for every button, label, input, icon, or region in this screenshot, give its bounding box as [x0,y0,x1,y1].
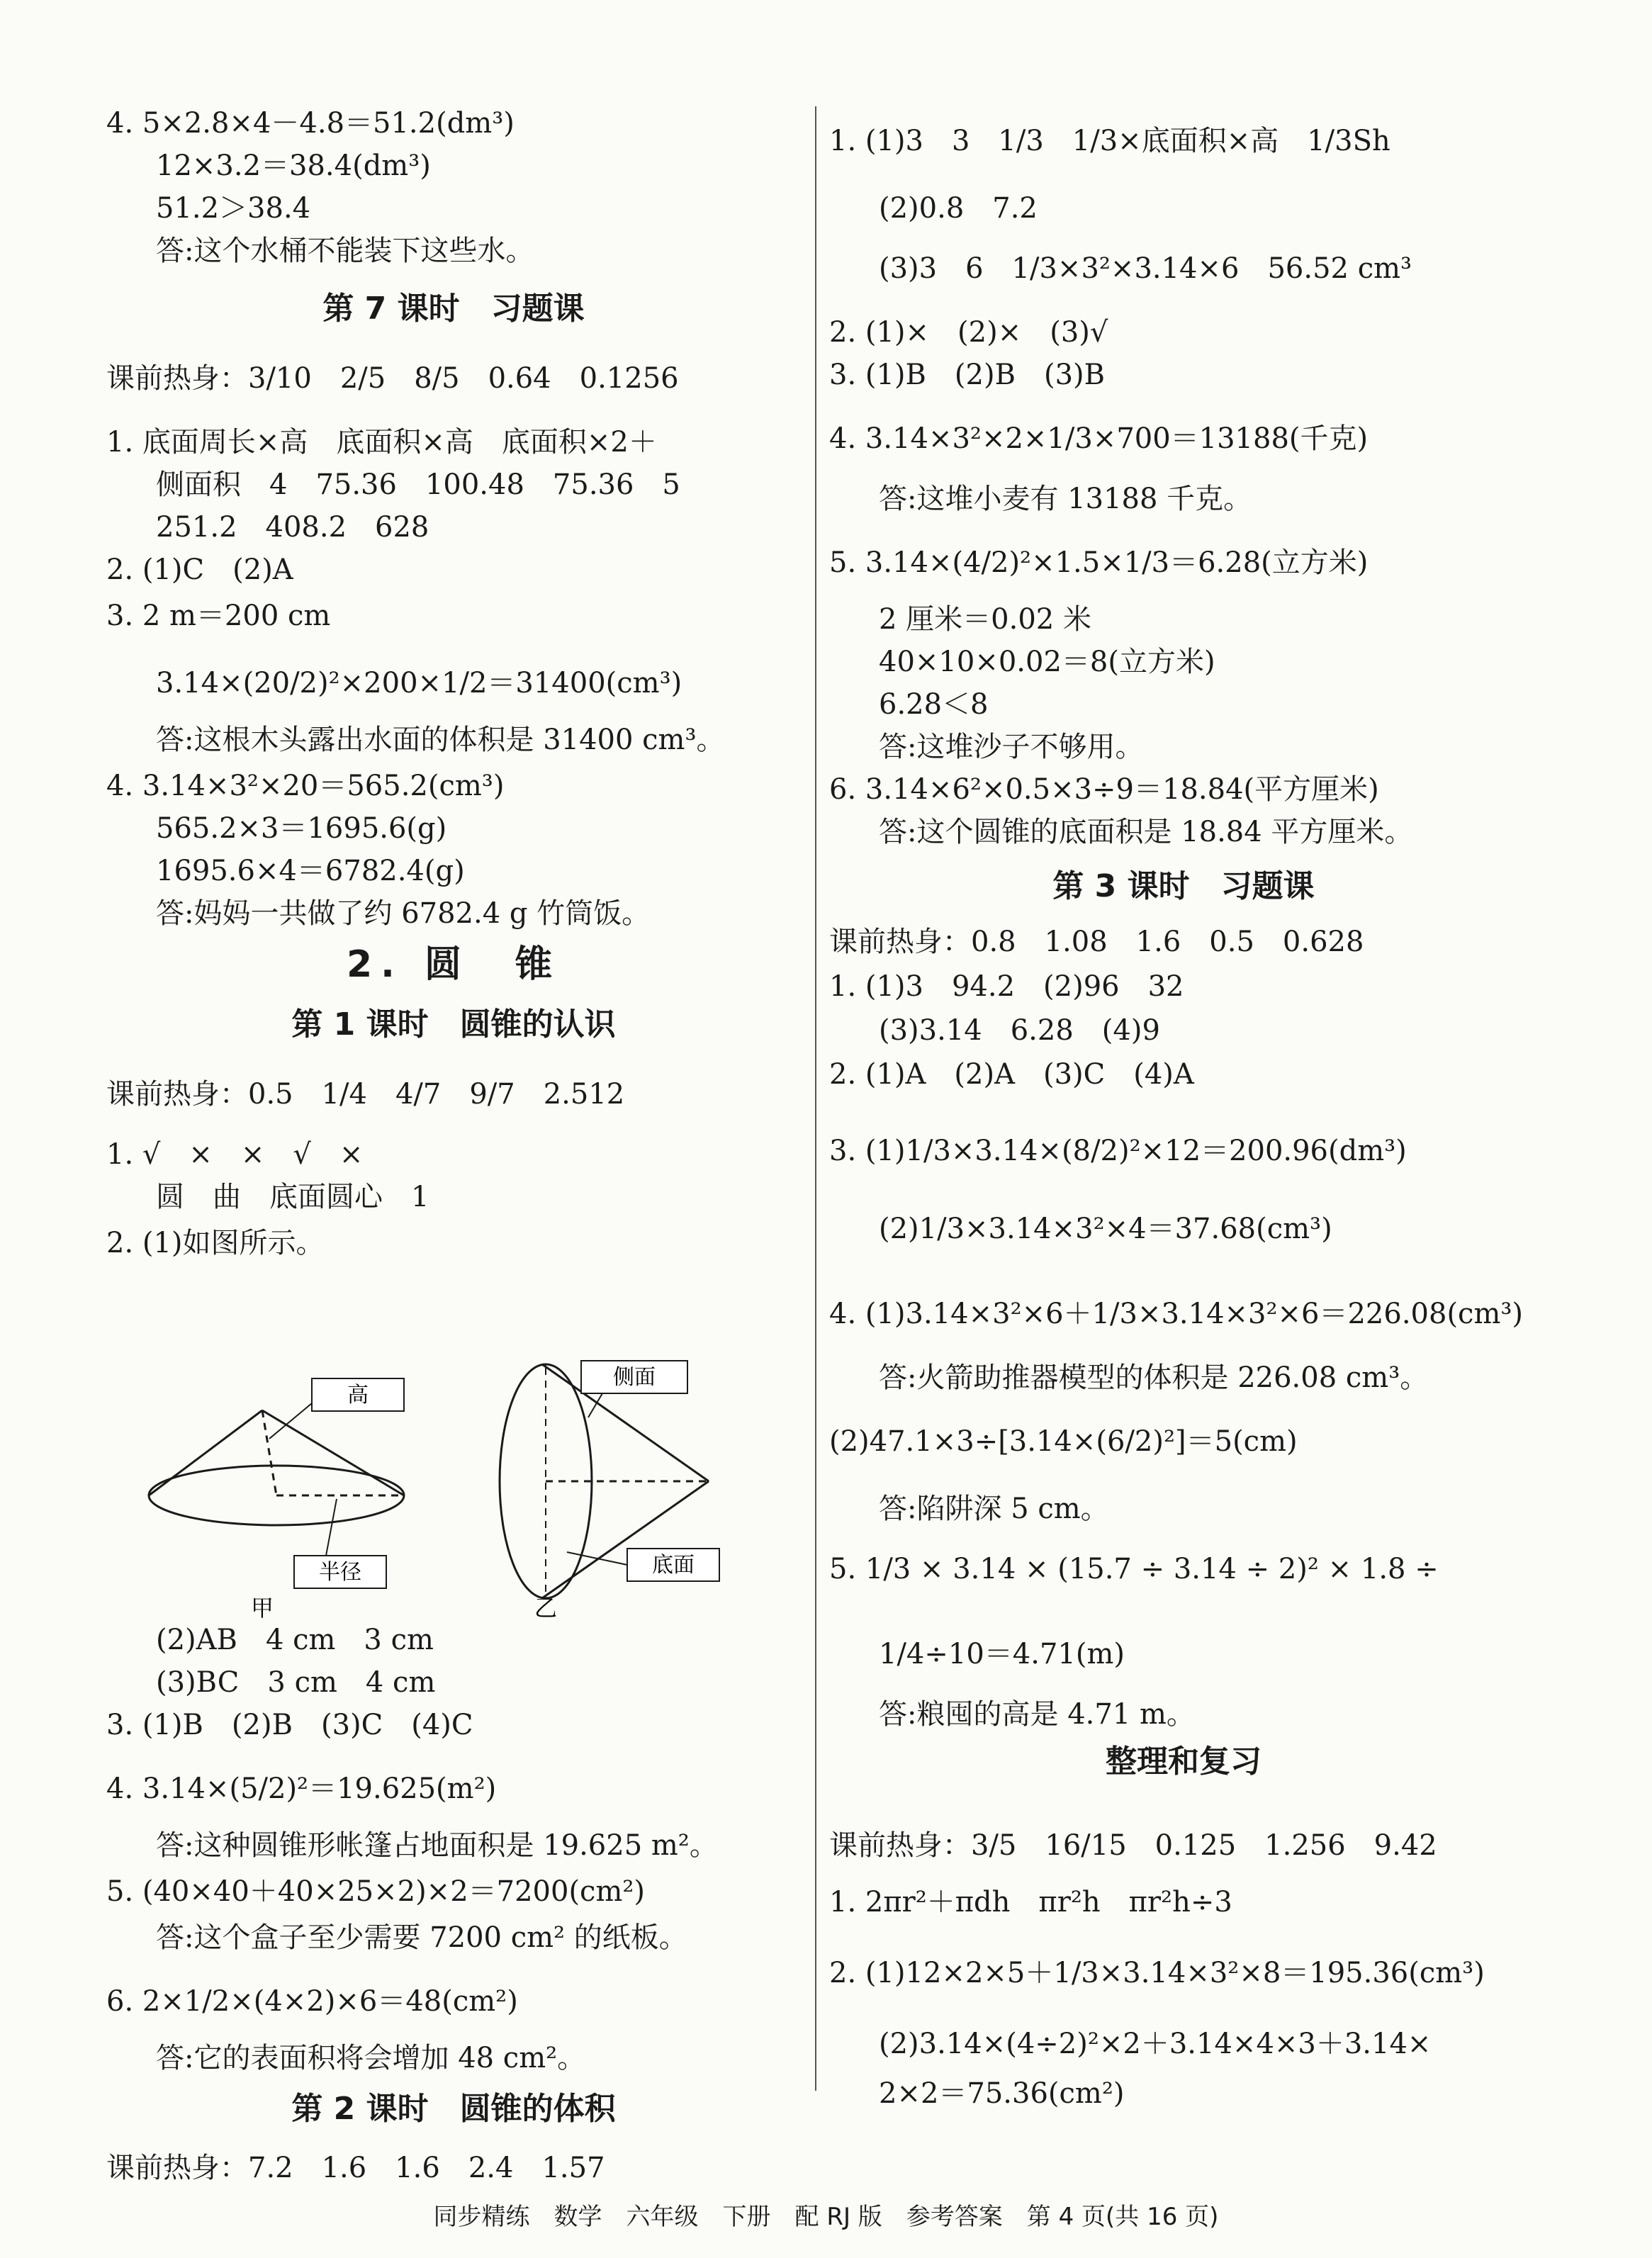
answer-line: 答:妈妈一共做了约 6782.4 g 竹筒饭。 [156,897,651,930]
label-jia: 甲 [250,1595,274,1622]
answer-line: 2 厘米＝0.02 米 [879,603,1091,636]
answer-line: 答:这堆沙子不够用。 [879,731,1144,763]
label-banjing: 半径 [319,1560,361,1585]
answer-line: 12×3.2＝38.4(dm³) [156,150,431,182]
answer-line: 51.2＞38.4 [156,192,311,225]
section-title: 第 2 课时 圆锥的体积 [291,2091,616,2127]
answer-line: 课前热身：3/5 16/15 0.125 1.256 9.42 [829,1829,1437,1862]
answer-line: 6.28＜8 [879,688,989,721]
cone-figure-yi [500,1361,719,1622]
answer-line: 课前热身：3/10 2/5 8/5 0.64 0.1256 [106,362,679,395]
answer-line: 侧面积 4 75.36 100.48 75.36 5 [156,468,680,501]
answer-line: (3)3 6 1/3×3²×3.14×6 56.52 cm³ [879,252,1412,285]
answer-line: 1. 底面周长×高 底面积×高 底面积×2＋ [106,426,657,459]
answer-line: 课前热身：0.5 1/4 4/7 9/7 2.512 [106,1078,625,1111]
answer-line: 3. 2 m＝200 cm [106,600,331,632]
answer-line: 1. 2πr²＋πdh πr²h πr²h÷3 [829,1886,1232,1919]
answer-line: (2)0.8 7.2 [879,192,1038,225]
answer-line: 2. (1)A (2)A (3)C (4)A [829,1058,1194,1091]
answer-line: (2)3.14×(4÷2)²×2＋3.14×4×3＋3.14× [879,2028,1432,2060]
label-dimian: 底面 [652,1553,695,1578]
answer-line: 4. 3.14×3²×20＝565.2(cm³) [106,770,505,802]
answer-line: 答:这堆小麦有 13188 千克。 [879,483,1252,515]
section-title: 第 3 课时 习题课 [1052,868,1315,904]
answer-line: 2. (1)如图所示。 [106,1227,325,1259]
answer-line: 4. 5×2.8×4－4.8＝51.2(dm³) [106,107,515,140]
answer-line: 3. (1)B (2)B (3)B [829,359,1106,391]
answer-line: 答:陷阱深 5 cm。 [879,1493,1109,1525]
answer-line: (3)BC 3 cm 4 cm [156,1666,436,1699]
answer-line: 答:粮囤的高是 4.71 m。 [879,1698,1195,1731]
answer-line: 1. √ × × √ × [106,1138,364,1171]
answer-line: (3)3.14 6.28 (4)9 [879,1014,1160,1047]
section-title: 整理和复习 [1106,1743,1262,1780]
answer-line: 251.2 408.2 628 [156,511,429,544]
answer-line: 2. (1)× (2)× (3)√ [829,316,1108,349]
answer-line: 2. (1)12×2×5＋1/3×3.14×3²×8＝195.36(cm³) [829,1957,1485,1989]
answer-line: (2)47.1×3÷[3.14×(6/2)²]＝5(cm) [829,1425,1298,1458]
answer-line: 答:火箭助推器模型的体积是 226.08 cm³。 [879,1361,1429,1394]
answer-line: 1. (1)3 3 1/3 1/3×底面积×高 1/3Sh [829,125,1390,157]
answer-line: 4. 3.14×3²×2×1/3×700＝13188(千克) [829,422,1369,455]
answer-line: 答:这个水桶不能装下这些水。 [156,235,534,267]
answer-line: 6. 2×1/2×(4×2)×6＝48(cm²) [106,1985,518,2018]
chapter-title: 2. 圆 锥 [346,943,561,986]
answer-line: 2×2＝75.36(cm²) [879,2077,1125,2110]
answer-line: 1695.6×4＝6782.4(g) [156,855,465,887]
label-yi: 乙 [534,1595,558,1622]
answer-line: 课前热身：0.8 1.08 1.6 0.5 0.628 [829,926,1364,958]
label-cemian: 侧面 [613,1365,656,1390]
column-divider [815,106,816,2091]
label-gao: 高 [347,1383,369,1408]
answer-line: 1. (1)3 94.2 (2)96 32 [829,970,1184,1003]
page-footer: 同步精练 数学 六年级 下册 配 RJ 版 参考答案 第 4 页(共 16 页) [433,2203,1219,2231]
answer-line: 1/4÷10＝4.71(m) [879,1638,1125,1670]
answer-line: 5. (40×40＋40×25×2)×2＝7200(cm²) [106,1875,646,1908]
answer-line: 2. (1)C (2)A [106,554,293,586]
answer-line: 4. (1)3.14×3²×6＋1/3×3.14×3²×6＝226.08(cm³) [829,1298,1524,1330]
answer-line: 565.2×3＝1695.6(g) [156,812,447,845]
answer-line: 答:这个圆锥的底面积是 18.84 平方厘米。 [879,816,1413,848]
answer-line: 3. (1)B (2)B (3)C (4)C [106,1709,473,1741]
section-title: 第 1 课时 圆锥的认识 [291,1006,616,1043]
answer-line: 5. 3.14×(4/2)²×1.5×1/3＝6.28(立方米) [829,546,1369,579]
answer-line: 5. 1/3 × 3.14 × (15.7 ÷ 3.14 ÷ 2)² × 1.8 ÷ [829,1553,1439,1585]
answer-line: 答:这种圆锥形帐篷占地面积是 19.625 m²。 [156,1829,718,1862]
answer-line: (2)AB 4 cm 3 cm [156,1624,434,1656]
answer-line: 答:它的表面积将会增加 48 cm²。 [156,2042,586,2074]
answer-line: 答:这个盒子至少需要 7200 cm² 的纸板。 [156,1921,687,1954]
answer-line: 6. 3.14×6²×0.5×3÷9＝18.84(平方厘米) [829,773,1379,806]
answer-line: 圆 曲 底面圆心 1 [156,1181,429,1213]
answer-line: 40×10×0.02＝8(立方米) [879,646,1215,678]
answer-line: 课前热身：7.2 1.6 1.6 2.4 1.57 [106,2152,605,2184]
answer-line: 3.14×(20/2)²×200×1/2＝31400(cm³) [156,667,682,700]
answer-line: 3. (1)1/3×3.14×(8/2)²×12＝200.96(dm³) [829,1135,1407,1167]
cone-figure-jia [149,1378,404,1622]
cone-figures [142,1269,780,1623]
answer-line: (2)1/3×3.14×3²×4＝37.68(cm³) [879,1213,1332,1245]
answer-line: 4. 3.14×(5/2)²＝19.625(m²) [106,1773,497,1805]
section-title: 第 7 课时 习题课 [322,291,585,327]
answer-line: 答:这根木头露出水面的体积是 31400 cm³。 [156,724,725,756]
